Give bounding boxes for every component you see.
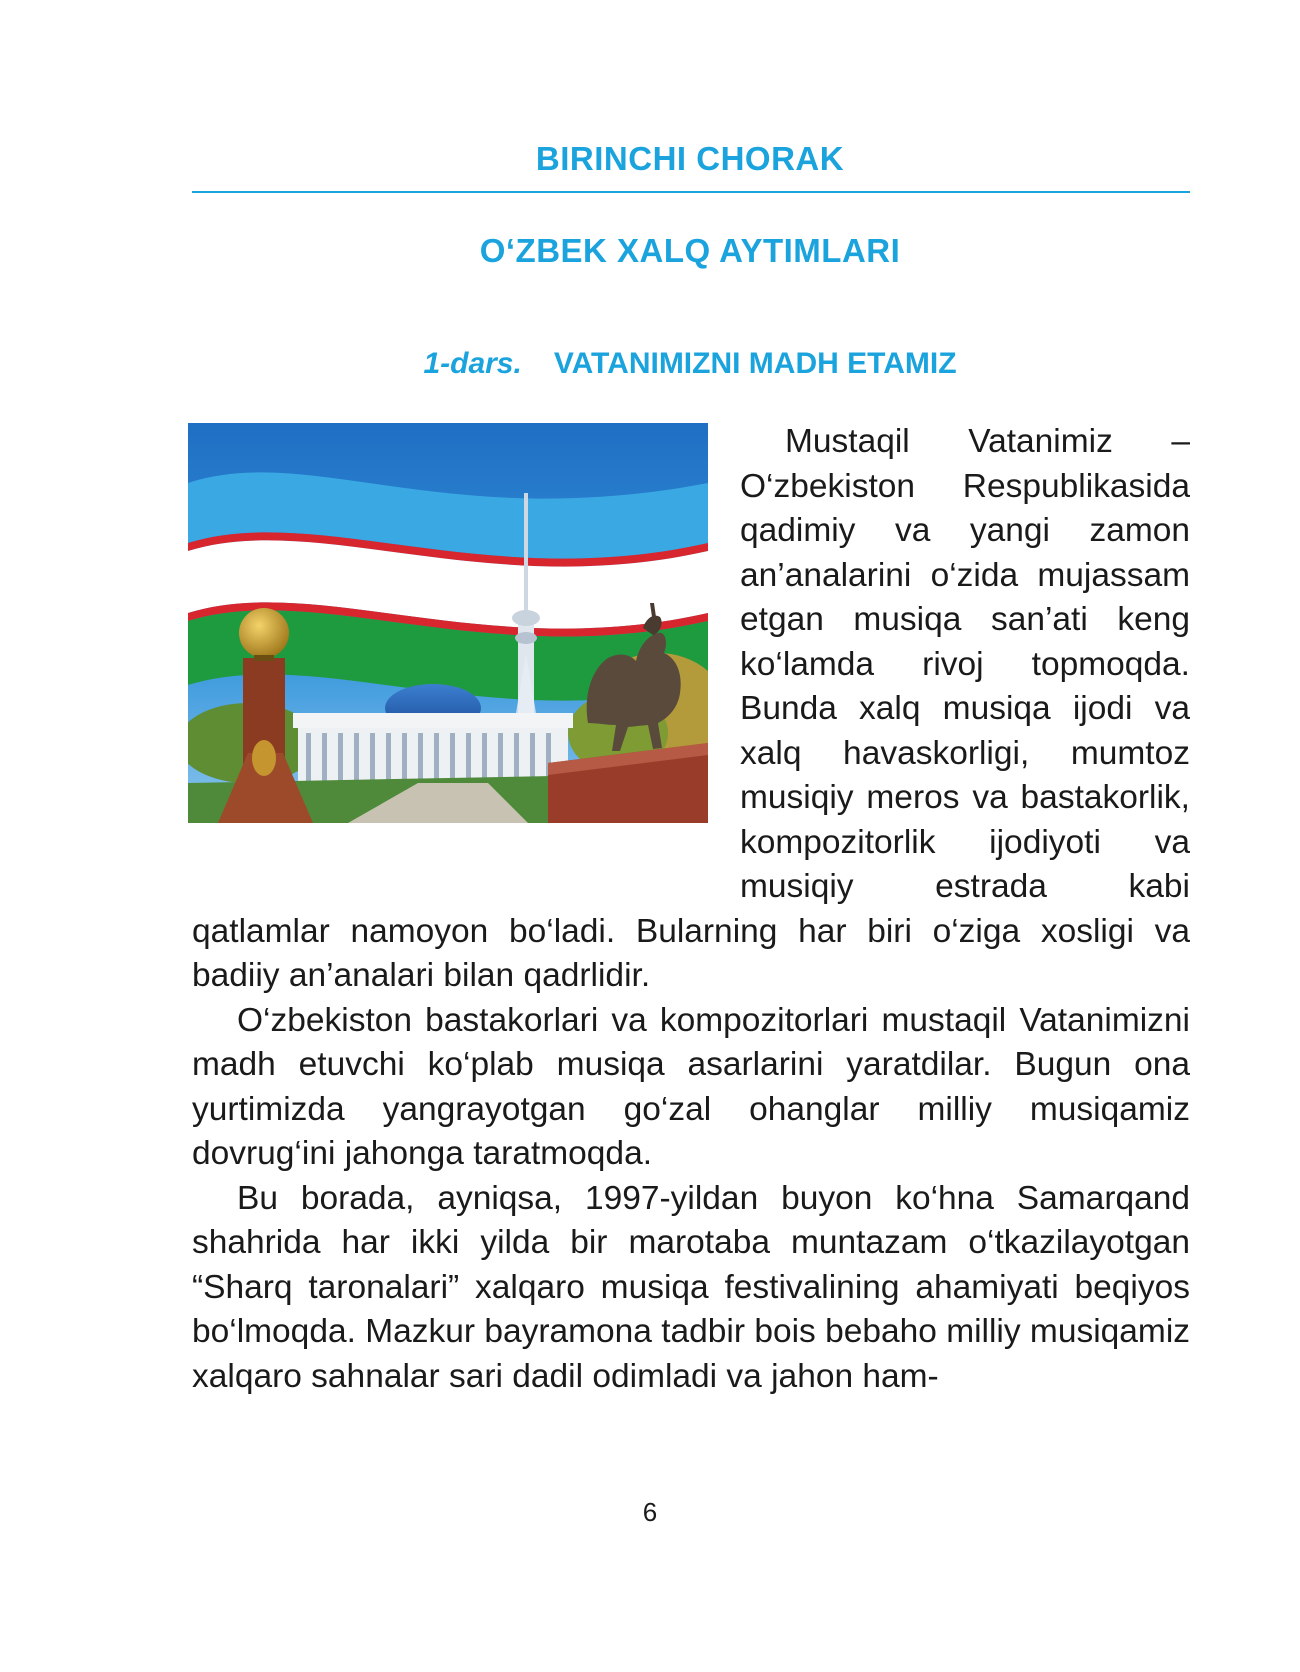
paragraph-3: Bu borada, ayniqsa, 1997-yildan buyon ko‘hna Samarqand shahrida har ikki yilda bir marotaba muntazam o‘tkazilayotgan “Sharq taronalari” xalqaro musiqa festivalining ahamiyati beqiyos bo‘lmoqda. Mazkur bayramona tadbir bois bebaho milliy musiqamiz xalqaro sahnalar sari dadil odimladi va jahon ham- bbox=[192, 1179, 1191, 1395]
lesson-title: VATANIMIZNI MADH ETAMIZ bbox=[553, 347, 957, 380]
lesson-heading bbox=[190, 347, 1190, 381]
illustration-wrap-space bbox=[192, 420, 740, 888]
title-divider bbox=[192, 191, 1190, 193]
paragraph-1: Mustaqil Vatanimiz – O‘zbekiston Respublikasida qadimiy va yangi zamon an’analarini o‘zida mujassam etgan musiqa san’ati keng ko‘lamda rivoj topmoqda. Bunda xalq musiqa ijodi va xalq havaskorligi, mumtoz musiqiy meros va bastakorlik, kompozitorlik ijodiyoti va musiqiy estrada kabi qatlamlar namoyon bo‘ladi. Bularning har biri o‘ziga xosligi va badiiy an’analari bilan qadrlidir. bbox=[192, 423, 1190, 994]
lesson-body bbox=[192, 420, 1190, 1399]
lesson-number: 1-dars. bbox=[423, 347, 522, 380]
page-number: 6 bbox=[642, 1497, 658, 1527]
paragraph-2: O‘zbekiston bastakorlari va kompozitorlari mustaqil Vatanimizni madh etuvchi ko‘plab musiqa asarlarini yaratdilar. Bugun ona yurtimizda yangrayotgan go‘zal ohanglar milliy musiqamiz dovrug‘ini jahonga taratmoqda. bbox=[192, 1001, 1190, 1172]
quarter-title: BIRINCHI CHORAK bbox=[535, 140, 845, 177]
section-title: O‘ZBEK XALQ AYTIMLARI bbox=[479, 232, 901, 269]
